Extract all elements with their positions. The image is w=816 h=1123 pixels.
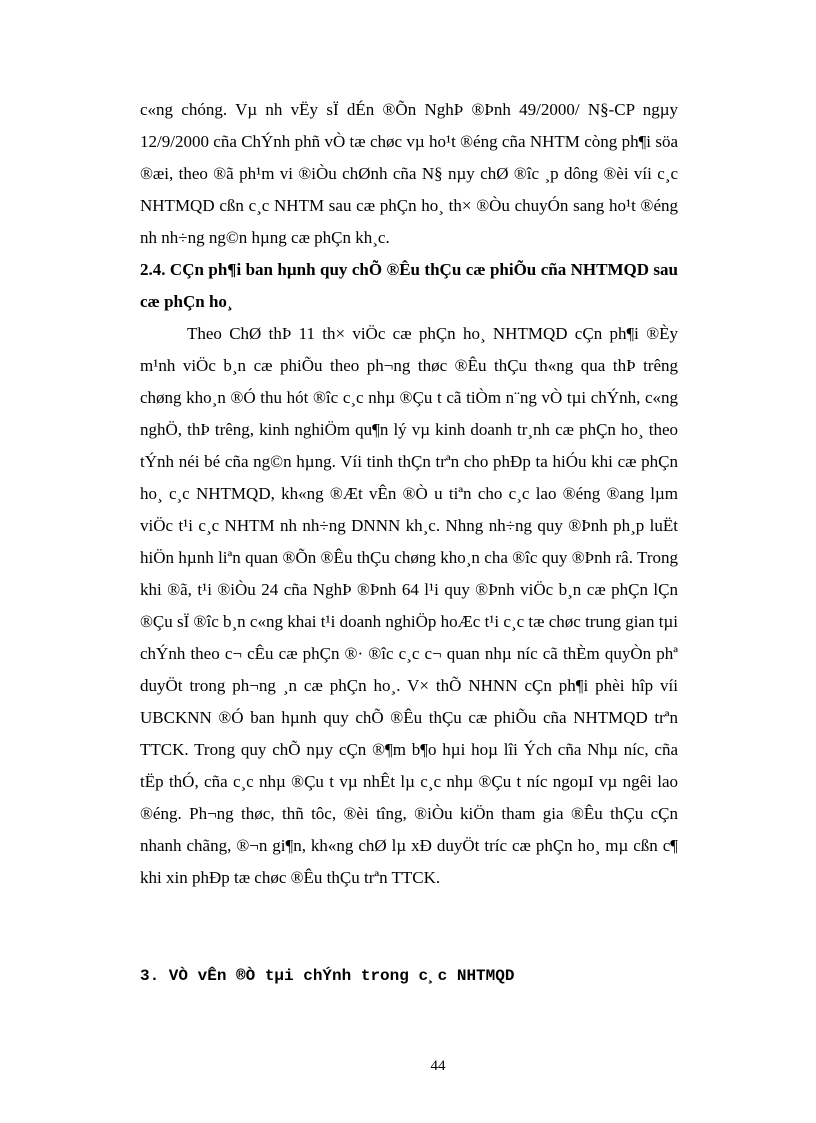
body-paragraph: Theo ChØ thÞ 11 th× viÖc cæ phÇn ho¸ NHTMQD cÇn ph¶i ®Èy m¹nh viÖc b¸n cæ phiÕu theo ph¬ng thøc ®Êu thÇu th«ng qua thÞ trêng chøng kho¸n ®Ó thu hót ®îc c¸c nhµ ®Çu t cã tiÒm n¨ng vÒ tµi chÝnh, c«ng nghÖ, thÞ trêng, kinh nghiÖm qu¶n lý vµ kinh doanh tr¸nh cæ phÇn ho¸ theo tÝnh néi bé cña ng©n hµng. Víi tinh thÇn trªn cho phÐp ta hiÓu khi cæ phÇn ho¸ c¸c NHTMQD, kh«ng ®Æt vÊn ®Ò u tiªn cho c¸c lao ®éng ®ang lµm viÖc t¹i c¸c NHTM nh nh÷ng DNNN kh¸c. Nhng nh÷ng quy ®Þnh ph¸p luËt hiÖn hµnh liªn quan ®Õn ®Êu thÇu chøng kho¸n cha ®îc quy ®Þnh râ. Trong khi ®ã, t¹i ®iÒu 24 cña NghÞ ®Þnh 64 l¹i quy ®Þnh viÖc b¸n cæ phÇn lÇn ®Çu sÏ ®îc b¸n c«ng khai t¹i doanh nghiÖp hoÆc t¹i c¸c tæ chøc trung gian tµi chÝnh theo c¬ cÊu cæ phÇn ®· ®îc c¸c c¬ quan nhµ níc cã thÈm quyÒn phª duyÖt trong ph¬ng ¸n cæ phÇn ho¸. V× thÕ NHNN cÇn ph¶i phèi hîp víi UBCKNN ®Ó ban hµnh quy chÕ ®Êu thÇu cæ phiÕu cña NHTMQD trªn TTCK. Trong quy chÕ nµy cÇn ®¶m b¶o hµi hoµ lîi Ých cña Nhµ níc, cña tËp thÓ, cña c¸c nhµ ®Çu t vµ nhÊt lµ c¸c nhµ ®Çu t níc ngoµI vµ ngêi lao ®éng. Ph¬ng thøc, thñ tôc, ®èi tîng, ®iÒu kiÖn tham gia ®Êu thÇu cÇn nhanh chãng, ®¬n gi¶n, kh«ng chØ lµ xÐ duyÖt tríc cæ phÇn ho¸ mµ cßn c¶ khi xin phÐp tæ chøc ®Êu thÇu trªn TTCK. bbox=[140, 324, 678, 887]
page-number: 44 bbox=[430, 1058, 446, 1074]
page-body bbox=[140, 94, 678, 894]
section-heading: 3. VÒ vÊn ®Ò tµi chÝnh trong c¸c NHTMQD bbox=[140, 967, 515, 985]
subsection-heading: 2.4. CÇn ph¶i ban hµnh quy chÕ ®Êu thÇu cæ phiÕu cña NHTMQD sau cæ phÇn ho¸ bbox=[140, 260, 678, 311]
intro-paragraph: c«ng chóng. Vµ nh vËy sÏ dÉn ®Õn NghÞ ®Þnh 49/2000/ N§-CP ngµy 12/9/2000 cña ChÝnh phñ vÒ tæ chøc vµ ho¹t ®éng cña NHTM còng ph¶i söa ®æi, theo ®ã ph¹m vi ®iÒu chØnh cña N§ nµy chØ ®îc ¸p dông ®èi víi c¸c NHTMQD cßn c¸c NHTM sau cæ phÇn ho¸ th× ®Òu chuyÓn sang ho¹t ®éng nh nh÷ng ng©n hµng cæ phÇn kh¸c. bbox=[140, 100, 678, 247]
